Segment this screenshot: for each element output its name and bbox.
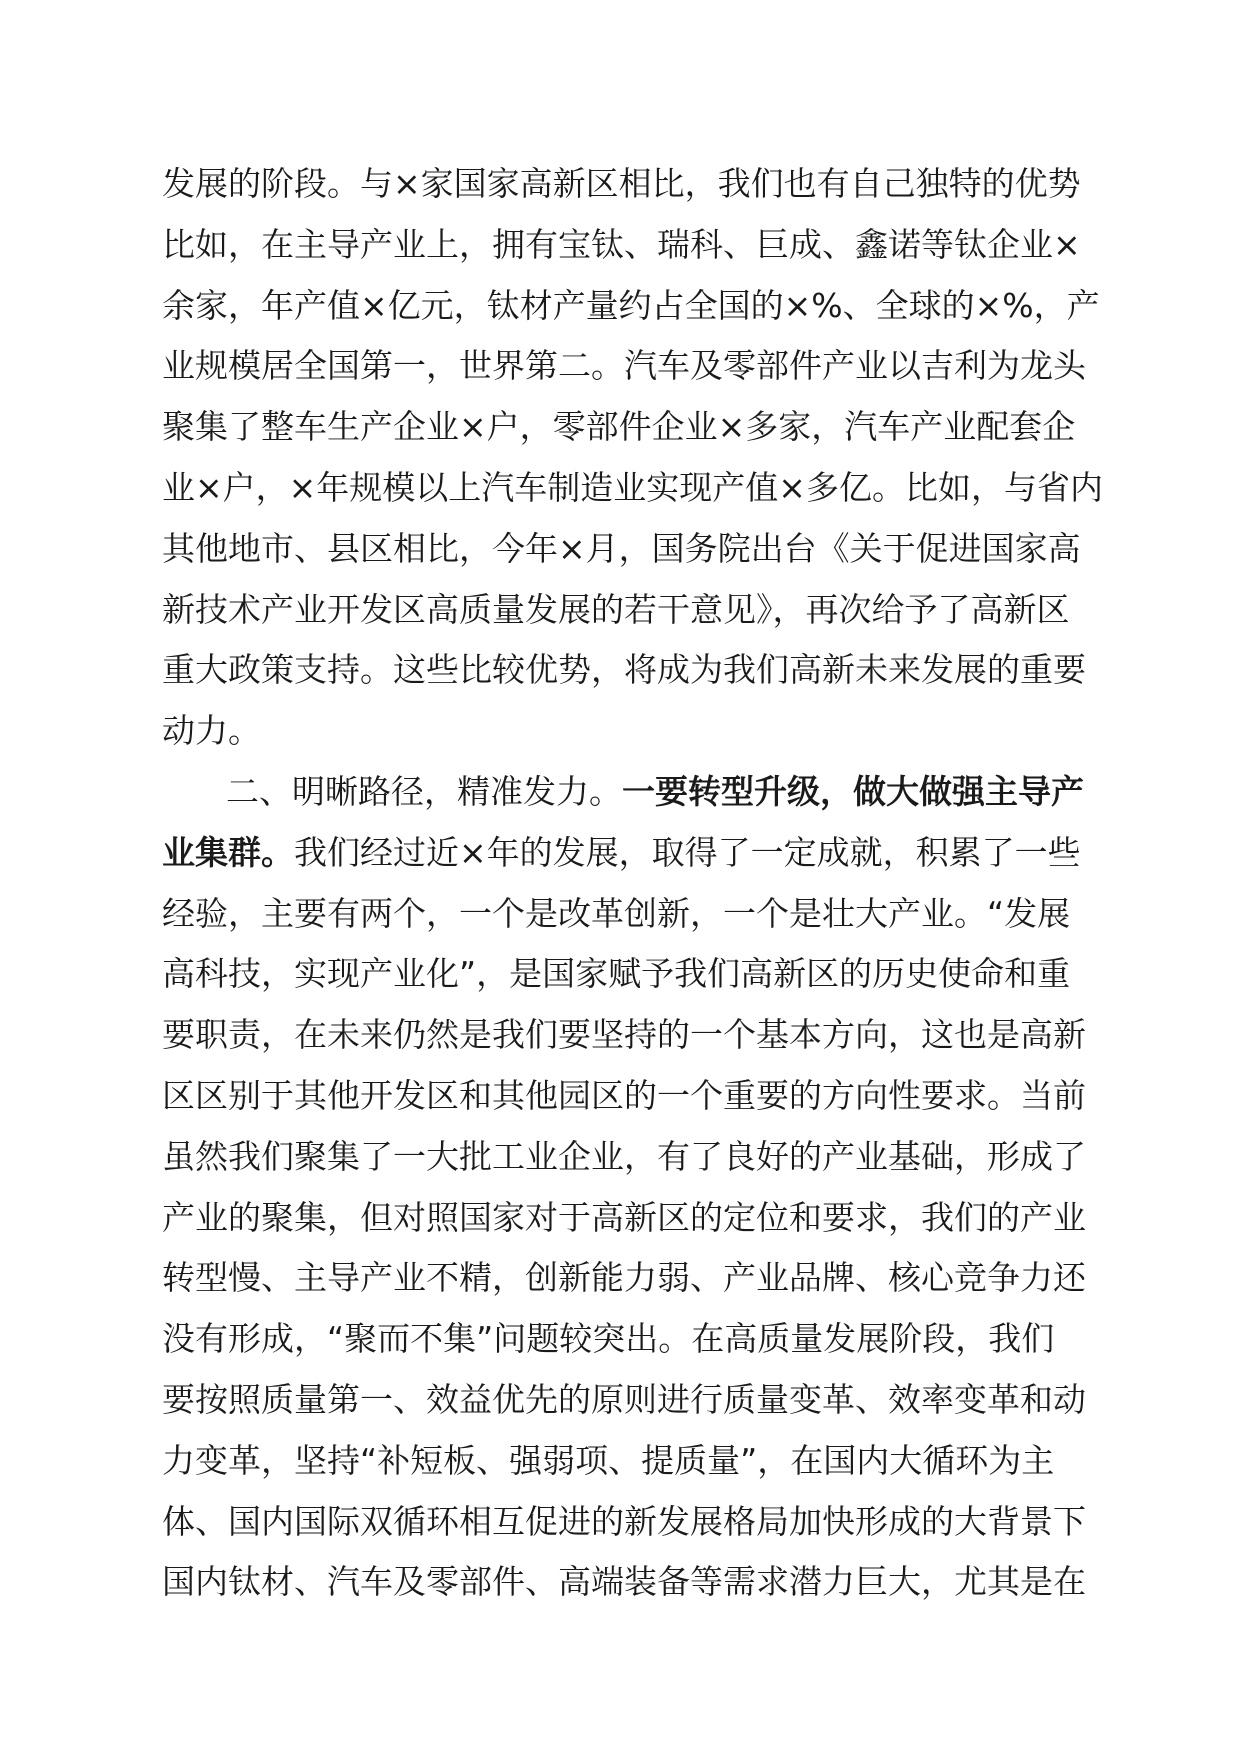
text-line: 经验，主要有两个，一个是改革创新，一个是壮大产业。“发展	[162, 893, 1071, 933]
text-line: 比如，在主导产业上，拥有宝钛、瑞科、巨成、鑫诺等钛企业×	[162, 224, 1081, 264]
subheading-line	[162, 823, 1107, 884]
subheading-bold: 一要转型升级，做大做强主导产	[622, 771, 1084, 811]
text-line: 转型慢、主导产业不精，创新能力弱、产业品牌、核心竞争力还	[162, 1258, 1086, 1298]
text-line: 聚集了整车生产企业×户，零部件企业×多家，汽车产业配套企	[162, 407, 1076, 447]
text-line: 发展的阶段。与×家国家高新区相比，我们也有自己独特的优势	[162, 164, 1081, 203]
subheading-bold: 业集群。	[162, 832, 294, 872]
text-line: 区区别于其他开发区和其他园区的一个重要的方向性要求。当前	[162, 1075, 1086, 1115]
text-line: 产业的聚集，但对照国家对于高新区的定位和要求，我们的产业	[162, 1197, 1086, 1237]
text-line: 新技术产业开发区高质量发展的若干意见》，再次给予了高新区	[162, 589, 1070, 629]
body-text	[162, 154, 1107, 1613]
text-line: 体、国内国际双循环相互促进的新发展格局加快形成的大背景下	[162, 1501, 1086, 1541]
text-line: 重大政策支持。这些比较优势，将成为我们高新未来发展的重要	[162, 650, 1086, 690]
text-line: 力变革，坚持“补短板、强弱项、提质量”，在国内大循环为主	[162, 1440, 1055, 1480]
text-line: 要按照质量第一、效益优先的原则进行质量变革、效率变革和动	[162, 1379, 1086, 1419]
text-line: 要职责，在未来仍然是我们要坚持的一个基本方向，这也是高新	[162, 1015, 1086, 1055]
text-line: 高科技，实现产业化”，是国家赋予我们高新区的历史使命和重	[162, 954, 1071, 994]
text-line: 业×户，×年规模以上汽车制造业实现产值×多亿。比如，与省内	[162, 467, 1103, 507]
text-line: 虽然我们聚集了一大批工业企业，有了良好的产业基础，形成了	[162, 1136, 1086, 1176]
section-heading-line	[162, 762, 1107, 823]
text-line: 其他地市、县区相比，今年×月，国务院出台《关于促进国家高	[162, 528, 1081, 568]
text-line: 余家，年产值×亿元，钛材产量约占全国的×%、全球的×%，产	[162, 285, 1100, 325]
text-line: 业规模居全国第一，世界第二。汽车及零部件产业以吉利为龙头	[162, 346, 1086, 386]
paragraph-text: 我们经过近×年的发展，取得了一定成就，积累了一些	[294, 832, 1081, 872]
text-line: 没有形成，“聚而不集”问题较突出。在高质量发展阶段，我们	[162, 1319, 1055, 1359]
text-line: 国内钛材、汽车及零部件、高端装备等需求潜力巨大，尤其是在	[162, 1562, 1086, 1602]
section-heading: 二、明晰路径，精准发力。	[226, 771, 622, 811]
text-line: 动力。	[162, 711, 261, 751]
